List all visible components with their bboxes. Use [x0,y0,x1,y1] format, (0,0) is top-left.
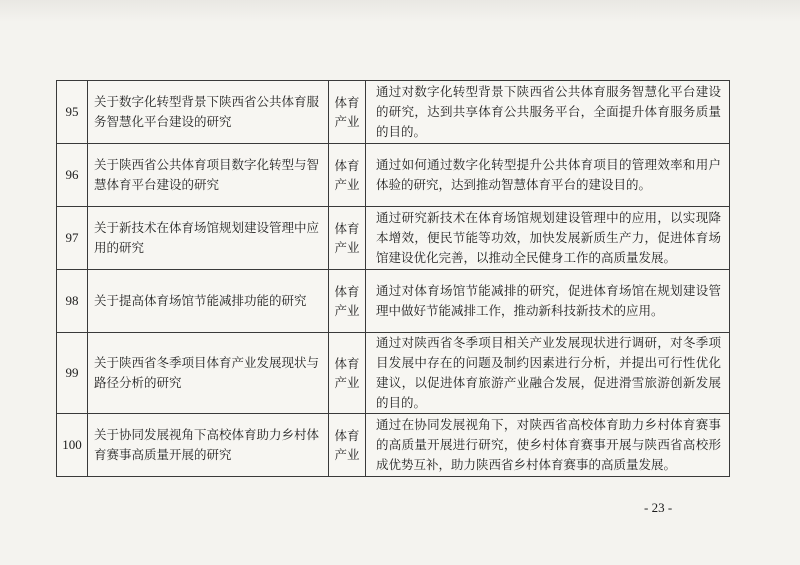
table-row [57,81,730,144]
project-category [329,81,366,144]
project-description: 通过在协同发展视角下，对陕西省高校体育助力乡村体育赛事的高质量开展进行研究，使乡村体育赛事开展与陕西省高校形成优势互补，助力陕西省乡村体育赛事的高质量发展。 [366,414,730,477]
project-category [329,414,366,477]
category-line: 产业 [334,177,360,192]
project-category [329,144,366,207]
category-line: 产业 [334,375,360,390]
project-category [329,333,366,414]
category-line: 体育 [334,158,360,173]
project-description: 通过如何通过数字化转型提升公共体育项目的管理效率和用户体验的研究，达到推动智慧体育平台的建设目的。 [366,144,730,207]
category-line: 产业 [334,240,360,255]
project-table [56,80,730,477]
page-number: - 23 - [644,500,673,515]
project-title: 关于协同发展视角下高校体育助力乡村体育赛事高质量开展的研究 [88,414,329,477]
category-line: 体育 [334,356,360,371]
project-description: 通过对体育场馆节能减排的研究，促进体育场馆在规划建设管理中做好节能减排工作，推动新科技新技术的应用。 [366,270,730,333]
table-row [57,270,730,333]
category-line: 产业 [334,303,360,318]
project-title: 关于陕西省冬季项目体育产业发展现状与路径分析的研究 [88,333,329,414]
row-number: 98 [57,270,88,333]
category-line: 产业 [334,447,360,462]
project-description: 通过对数字化转型背景下陕西省公共体育服务智慧化平台建设的研究，达到共享体育公共服务平台，全面提升体育服务质量的目的。 [366,81,730,144]
category-line: 产业 [334,114,360,129]
project-description: 通过研究新技术在体育场馆规划建设管理中的应用，以实现降本增效，便民节能等功效，加快发展新质生产力，促进体育场馆建设优化完善，以推动全民健身工作的高质量发展。 [366,207,730,270]
project-description: 通过对陕西省冬季项目相关产业发展现状进行调研，对冬季项目发展中存在的问题及制约因素进行分析，并提出可行性优化建议，以促进体育旅游产业融合发展，促进滑雪旅游创新发展的目的。 [366,333,730,414]
project-title: 关于新技术在体育场馆规划建设管理中应用的研究 [88,207,329,270]
project-category [329,207,366,270]
table-row [57,333,730,414]
table-row [57,414,730,477]
category-line: 体育 [334,221,360,236]
row-number: 96 [57,144,88,207]
category-line: 体育 [334,428,360,443]
row-number: 99 [57,333,88,414]
category-line: 体育 [334,284,360,299]
table-row [57,207,730,270]
row-number: 100 [57,414,88,477]
project-title: 关于提高体育场馆节能减排功能的研究 [88,270,329,333]
row-number: 95 [57,81,88,144]
project-category [329,270,366,333]
project-title: 关于数字化转型背景下陕西省公共体育服务智慧化平台建设的研究 [88,81,329,144]
table-row [57,144,730,207]
category-line: 体育 [334,95,360,110]
project-title: 关于陕西省公共体育项目数字化转型与智慧体育平台建设的研究 [88,144,329,207]
row-number: 97 [57,207,88,270]
scan-top-edge [0,0,800,22]
